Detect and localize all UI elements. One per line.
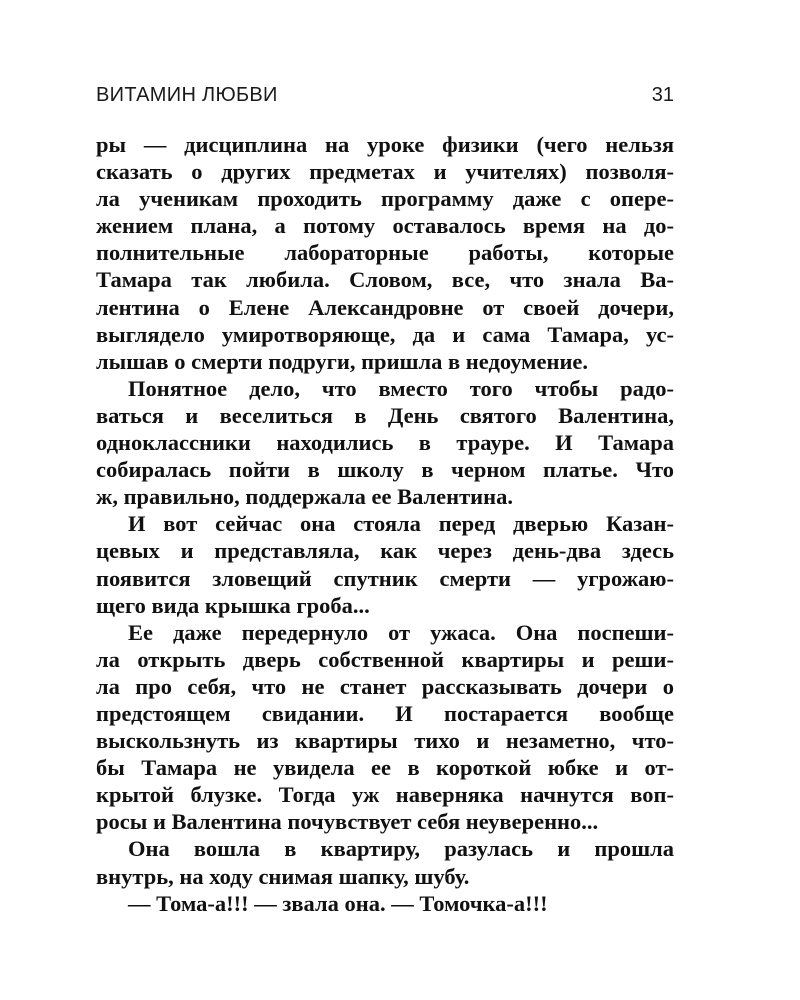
text-line: выскользнуть из квартиры тихо и незаметно, что- bbox=[96, 728, 674, 754]
body-text bbox=[96, 131, 674, 917]
text-line: цевых и представляла, как через день-два здесь bbox=[96, 538, 674, 564]
text-line: ваться и веселиться в День святого Валентина, bbox=[96, 402, 674, 428]
text-line: щего вида крышка гроба... bbox=[96, 592, 370, 618]
text-line: Тамара так любила. Словом, все, что знала Ва- bbox=[96, 267, 674, 293]
text-line: росы и Валентина почувствует себя неуверенно... bbox=[96, 809, 599, 835]
text-line: внутрь, на ходу снимая шапку, шубу. bbox=[96, 863, 470, 889]
text-line: Она вошла в квартиру, разулась и прошла bbox=[128, 836, 674, 862]
running-head bbox=[96, 84, 674, 112]
text-line: собиралась пойти в школу в черном платье. Что bbox=[96, 457, 674, 483]
page-number: 31 bbox=[651, 84, 674, 106]
text-line: предстоящем свидании. И постарается вообще bbox=[96, 700, 674, 726]
text-line: жением плана, а потому оставалось время на до- bbox=[96, 213, 674, 239]
text-line: ла ученикам проходить программу даже с опере- bbox=[96, 186, 674, 212]
text-line: крытой блузке. Тогда уж наверняка начнутся воп- bbox=[96, 782, 674, 808]
text-line: Понятное дело, что вместо того чтобы радо- bbox=[128, 375, 674, 401]
text-line: — Тома-а!!! — звала она. — Томочка-а!!! bbox=[128, 890, 548, 916]
text-line: полнительные лабораторные работы, которые bbox=[96, 240, 674, 266]
text-line: ры — дисциплина на уроке физики (чего нельзя bbox=[96, 132, 674, 157]
text-line: лышав о смерти подруги, пришла в недоумение. bbox=[96, 348, 589, 374]
text-line: ж, правильно, поддержала ее Валентина. bbox=[96, 484, 513, 510]
text-line: И вот сейчас она стояла перед дверью Казан- bbox=[128, 511, 674, 537]
text-line: сказать о других предметах и учителях) позволя- bbox=[96, 159, 674, 185]
text-line: появится зловещий спутник смерти — угрожаю- bbox=[96, 565, 674, 591]
text-line: ла открыть дверь собственной квартиры и реши- bbox=[96, 646, 674, 672]
text-line: бы Тамара не увидела ее в короткой юбке и от- bbox=[96, 755, 674, 781]
text-line: ла про себя, что не станет рассказывать дочери о bbox=[96, 673, 674, 699]
text-line: выглядело умиротворяюще, да и сама Тамара, ус- bbox=[96, 321, 674, 347]
text-line: Ее даже передернуло от ужаса. Она поспеши- bbox=[128, 619, 674, 645]
running-title: ВИТАМИН ЛЮБВИ bbox=[96, 84, 278, 106]
text-line: лентина о Елене Александровне от своей дочери, bbox=[96, 294, 674, 320]
text-line: одноклассники находились в трауре. И Тамара bbox=[96, 430, 674, 456]
